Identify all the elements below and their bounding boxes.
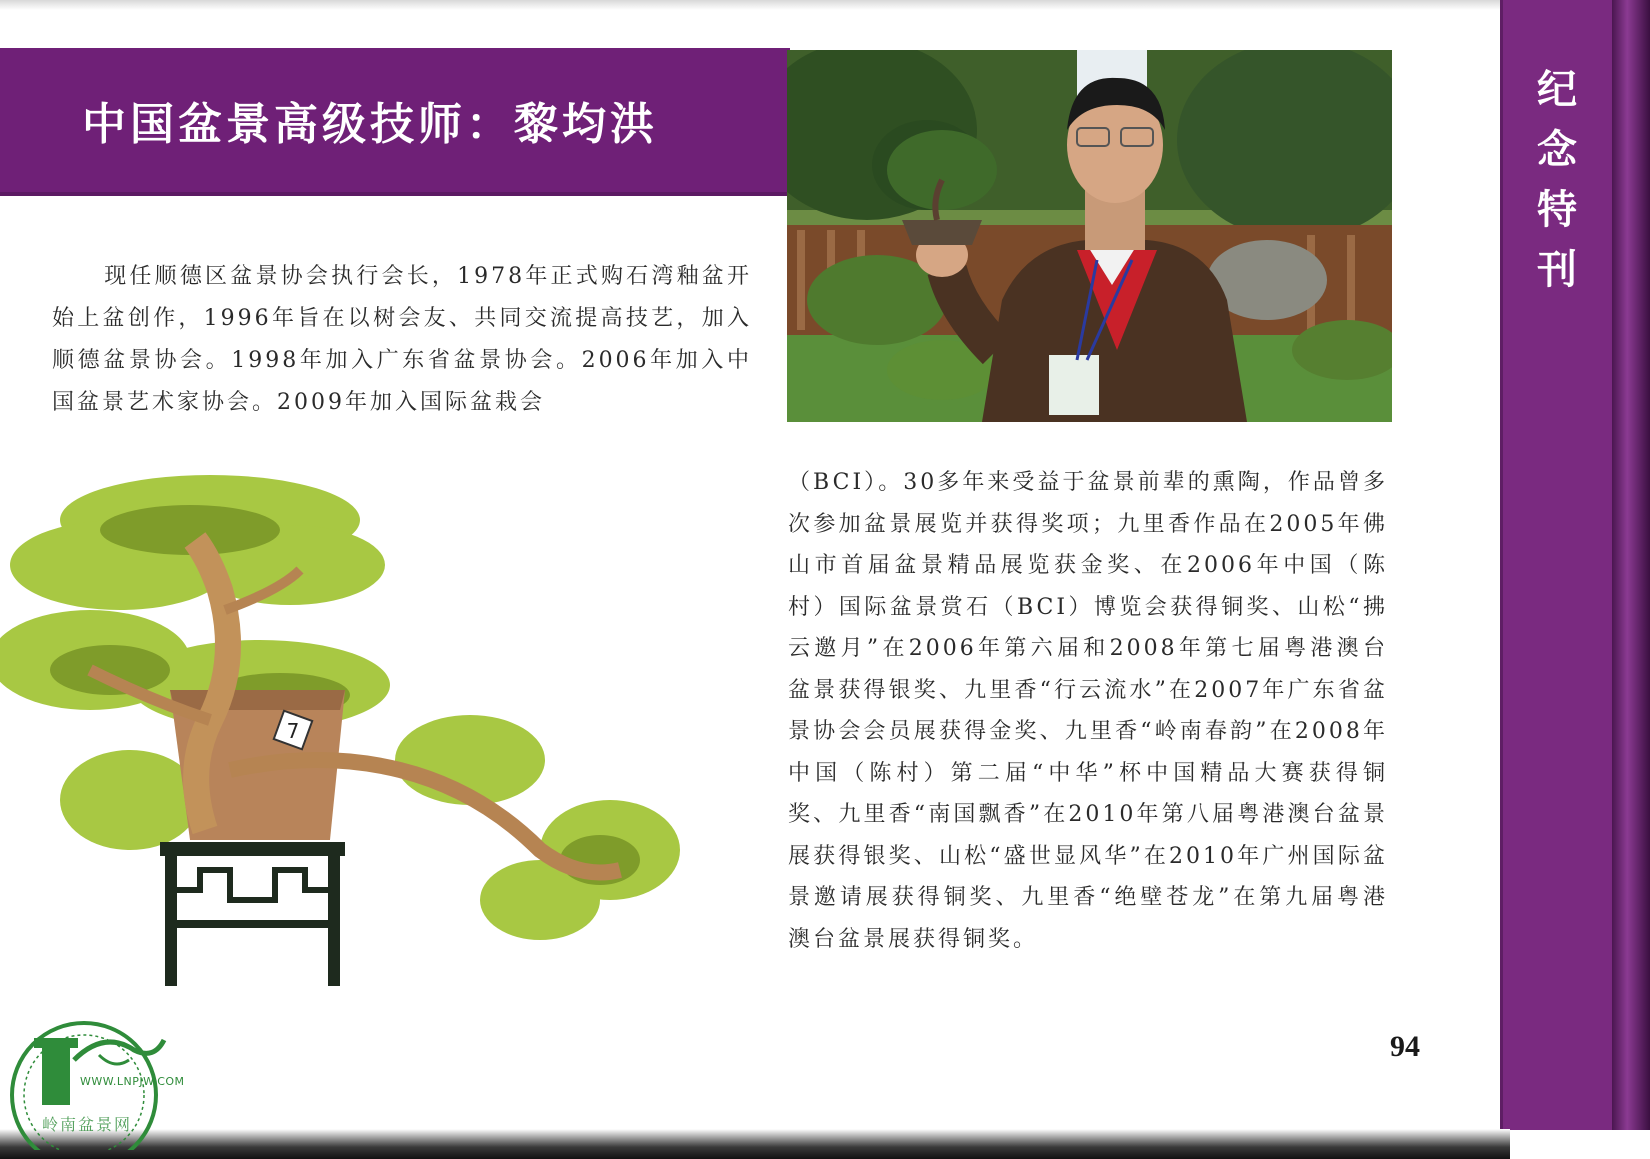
portrait-photo (787, 50, 1392, 422)
portrait-photo-illustration (787, 50, 1392, 422)
side-ribbon (1500, 0, 1612, 1130)
page-bottom-shadow (0, 1129, 1510, 1159)
title-banner (0, 48, 790, 196)
ribbon-label: 纪念特刊 (1537, 66, 1577, 293)
watermark-site-name: 岭南盆景网 (42, 1115, 133, 1134)
intro-paragraph-text: 现任顺德区盆景协会执行会长，1978年正式购石湾釉盆开始上盆创作，1996年旨在以树会友、共同交流提高技艺，加入顺德盆景协会。1998年加入广东省盆景协会。2006年加入中国盆景艺术家协会。2009年加入国际盆栽会 (52, 264, 752, 415)
bonsai-tree-image (0, 470, 710, 1030)
awards-paragraph: （BCI）。30多年来受益于盆景前辈的熏陶，作品曾多次参加盆景展览并获得奖项；九里香作品在2005年佛山市首届盆景精品展览获金奖、在2006年中国（陈村）国际盆景赏石（BCI）博览会获得铜奖、山松“拂云邀月”在2006年第六届和2008年第七届粤港澳台盆景获得银奖、九里香“行云流水”在2007年广东省盆景协会会员展获得金奖、九里香“岭南春韵”在2008年中国（陈村）第二届“中华”杯中国精品大赛获得铜奖、九里香“南国飘香”在2010年第八届粤港澳台盆景展获得银奖、山松“盛世显风华”在2010年广州国际盆景邀请展获得铜奖、九里香“绝壁苍龙”在第九届粤港澳台盆景展获得铜奖。 (788, 470, 1388, 952)
book-spine (1612, 0, 1650, 1130)
page-number: 94 (1390, 1030, 1420, 1063)
page-top-shadow (0, 0, 1510, 10)
bonsai-tag-number: 7 (286, 719, 300, 743)
intro-paragraph (52, 256, 752, 424)
watermark-url: WWW.LNPJW.COM (80, 1075, 185, 1088)
page-title: 中国盆景高级技师：黎均洪 (82, 99, 658, 150)
